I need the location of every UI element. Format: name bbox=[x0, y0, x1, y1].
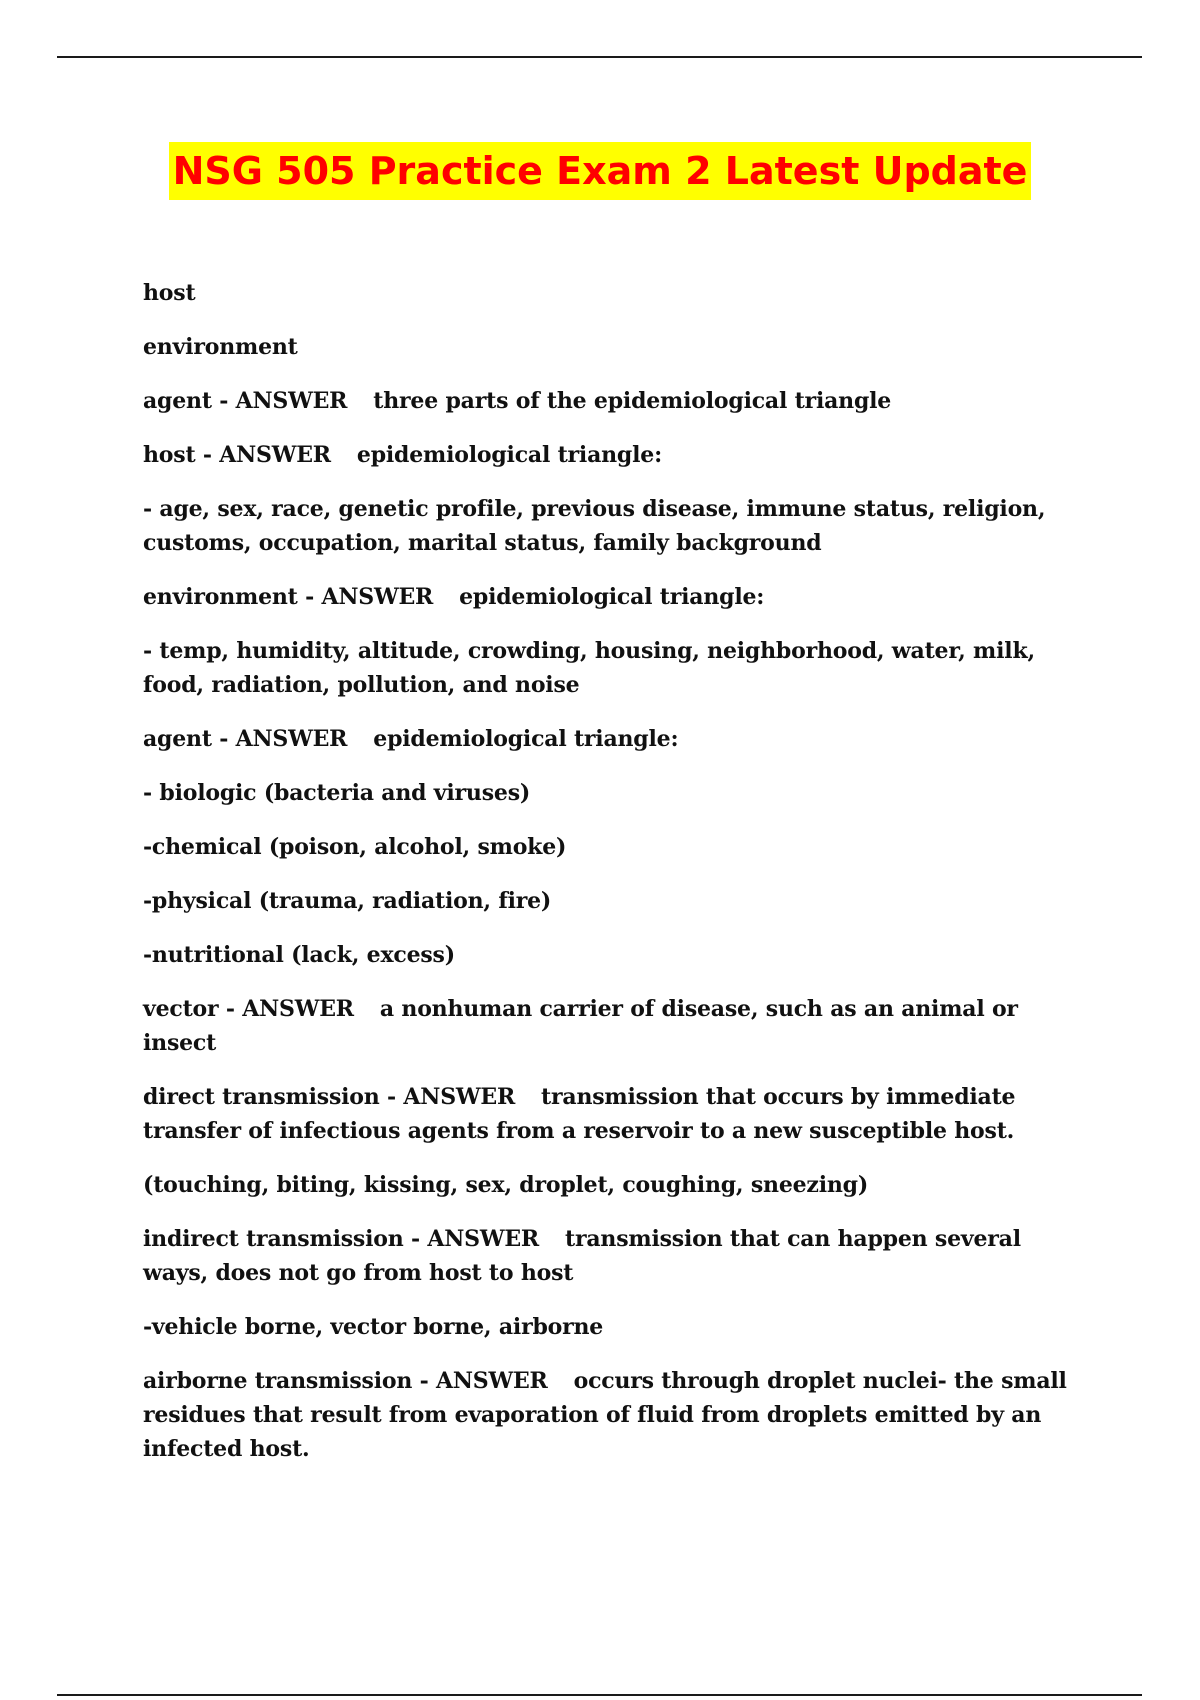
term: -chemical (poison, alcohol, smoke) bbox=[143, 834, 567, 860]
paragraph bbox=[143, 276, 1093, 310]
top-rule bbox=[57, 56, 1142, 58]
term: -nutritional (lack, excess) bbox=[143, 942, 455, 968]
definition: epidemiological triangle: bbox=[373, 726, 679, 752]
term: -vehicle borne, vector borne, airborne bbox=[143, 1314, 604, 1340]
paragraph bbox=[143, 1080, 1093, 1148]
term: - temp, humidity, altitude, crowding, housing, neighborhood, water, milk, food, radiation, pollution, and noise bbox=[143, 638, 1035, 698]
term: environment - ANSWER bbox=[143, 584, 434, 610]
paragraph bbox=[143, 830, 1093, 864]
paragraph bbox=[143, 938, 1093, 972]
definition: transmission that can happen several ways, does not go from host to host bbox=[143, 1226, 1021, 1286]
term: indirect transmission - ANSWER bbox=[143, 1226, 539, 1252]
term: environment bbox=[143, 334, 298, 360]
paragraph bbox=[143, 1364, 1093, 1466]
paragraph bbox=[143, 776, 1093, 810]
definition: three parts of the epidemiological triangle bbox=[373, 388, 892, 414]
document-body bbox=[143, 276, 1093, 1486]
title-container bbox=[0, 142, 1200, 200]
term: agent - ANSWER bbox=[143, 388, 348, 414]
term: host bbox=[143, 280, 196, 306]
term: airborne transmission - ANSWER bbox=[143, 1368, 548, 1394]
paragraph bbox=[143, 884, 1093, 918]
definition: a nonhuman carrier of disease, such as an animal or insect bbox=[143, 996, 1018, 1056]
document-title: NSG 505 Practice Exam 2 Latest Update bbox=[169, 142, 1032, 200]
paragraph bbox=[143, 1168, 1093, 1202]
paragraph bbox=[143, 992, 1093, 1060]
bottom-rule bbox=[57, 1694, 1142, 1696]
paragraph bbox=[143, 384, 1093, 418]
paragraph bbox=[143, 634, 1093, 702]
paragraph bbox=[143, 1310, 1093, 1344]
definition: epidemiological triangle: bbox=[356, 442, 662, 468]
term: agent - ANSWER bbox=[143, 726, 348, 752]
paragraph bbox=[143, 722, 1093, 756]
term: (touching, biting, kissing, sex, droplet, coughing, sneezing) bbox=[143, 1172, 869, 1198]
paragraph bbox=[143, 492, 1093, 560]
term: -physical (trauma, radiation, fire) bbox=[143, 888, 552, 914]
term: host - ANSWER bbox=[143, 442, 331, 468]
term: - biologic (bacteria and viruses) bbox=[143, 780, 531, 806]
definition: epidemiological triangle: bbox=[459, 584, 765, 610]
definition: occurs through droplet nuclei- the small residues that result from evaporation of fluid from droplets emitted by an infected host. bbox=[143, 1368, 1067, 1462]
term: - age, sex, race, genetic profile, previous disease, immune status, religion, customs, occupation, marital status, family background bbox=[143, 496, 1046, 556]
term: direct transmission - ANSWER bbox=[143, 1084, 516, 1110]
term: vector - ANSWER bbox=[143, 996, 354, 1022]
paragraph bbox=[143, 438, 1093, 472]
definition: transmission that occurs by immediate transfer of infectious agents from a reservoir to a new susceptible host. bbox=[143, 1084, 1016, 1144]
paragraph bbox=[143, 330, 1093, 364]
paragraph bbox=[143, 1222, 1093, 1290]
paragraph bbox=[143, 580, 1093, 614]
